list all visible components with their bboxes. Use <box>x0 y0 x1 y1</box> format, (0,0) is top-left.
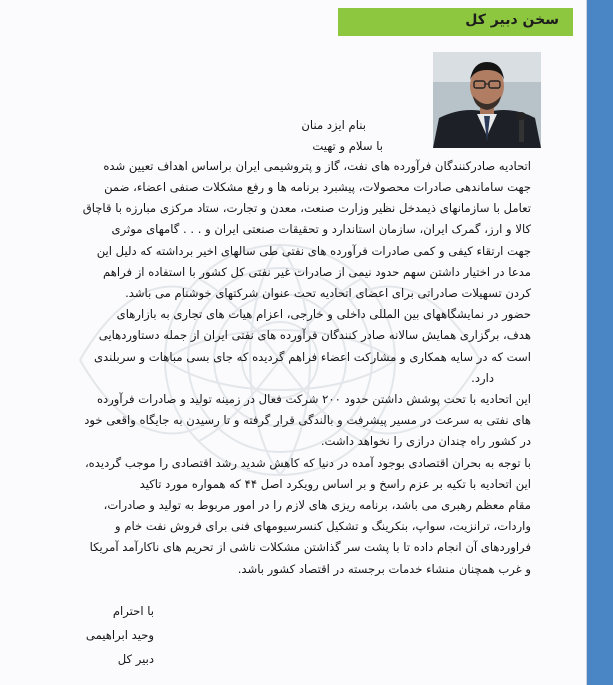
body-line: حضور در نمایشگاههای بین المللی داخلی و خارجی، اعزام هیات های تجاری به بازارهای <box>116 307 531 321</box>
body-line: در کشور راه چندان درازی را نخواهد داشت. <box>320 434 531 448</box>
body-line: این اتحادیه با تکیه بر عزم راسخ و بر اساس رویکرد اصل ۴۴ که همواره مورد تاکید <box>139 477 531 491</box>
body-line: با توجه به بحران اقتصادی بوجود آمده در دنیا که کاهش شدید رشد اقتصادی را موجب گردیده، <box>84 456 531 470</box>
body-line: و غرب همچنان منشاء خدمات برجسته در اقتصاد کشور باشد. <box>237 562 531 576</box>
body-line: است که در سایه همکاری و مشارکت اعضاء فراهم گردیده که جای بسی مباهات و سربلندی <box>93 350 531 364</box>
body-line: واردات، ترانزیت، سواپ، بنکرینگ و تشکیل کنسرسیومهای فنی برای فروش نفت خام و <box>115 519 531 533</box>
body-line: این اتحادیه با تحت پوشش داشتن حدود ۲۰۰ شرکت فعال در زمینه تولید و صادرات فرآورده <box>96 392 531 406</box>
page-title: سخن دبیر کل <box>465 12 559 28</box>
greeting-line: بنام ایزد منان <box>301 118 366 132</box>
body-line: اتحادیه صادرکنندگان فرآورده های نفت، گاز و پتروشیمی ایران براساس اهداف تعیین شده <box>103 159 531 173</box>
body-line: مدعا در اختیار داشتن سهم حدود نیمی از صادرات غیر نفتی کل کشور با استفاده از فراهم <box>103 265 531 279</box>
signature-title: دبیر کل <box>117 652 154 666</box>
body-line: جهت ساماندهی صادرات محصولات، پیشبرد برنامه ها و رفع مشکلات صنفی اعضاء، ضمن <box>104 180 531 194</box>
body-line: های نفتی به سرعت در مسیر پیشرفت و بالندگی قرار گرفته و تا رسیدن به جایگاه واقعی خود <box>84 413 531 427</box>
body-line: کالا و ارز، گمرک ایران، سازمان استاندارد و تحقیقات صنعتی ایران و . . . گامهای موثری <box>111 222 531 236</box>
greeting-line: با سلام و تهیت <box>312 139 383 153</box>
body-line: هدف، برگزاری همایش سالانه صادر کنندگان فرآورده های نفتی ایران از جمله دستاوردهایی <box>98 328 531 342</box>
signature-name: وحید ابراهیمی <box>85 628 154 642</box>
body-line: تعامل با سازمانهای ذیمدخل نظیر وزارت صنعت، معدن و تجارت، ستاد مرکزی مبارزه با قاچاق <box>82 201 531 215</box>
body-line: کردن تسهیلات صادراتی برای اعضای اتحادیه تحت عنوان شرکتهای خوشنام می باشد. <box>125 286 531 300</box>
body-line: فراوردهای آن انجام داده تا با پشت سر گذاشتن مشکلات ناشی از تحریم های ناکارآمد آمریکا <box>89 540 531 554</box>
body-line: جهت ارتقاء کیفی و کمی صادرات فرآورده های نفتی طی سالهای اخیر برداشته که دلیل این <box>96 244 531 258</box>
signature-closing: با احترام <box>112 604 154 618</box>
body-line: دارد. <box>471 371 494 385</box>
body-line: مقام معظم رهبری می باشد، برنامه ریزی های لازم را در امور مربوط به تولید و صادرات، <box>103 498 531 512</box>
